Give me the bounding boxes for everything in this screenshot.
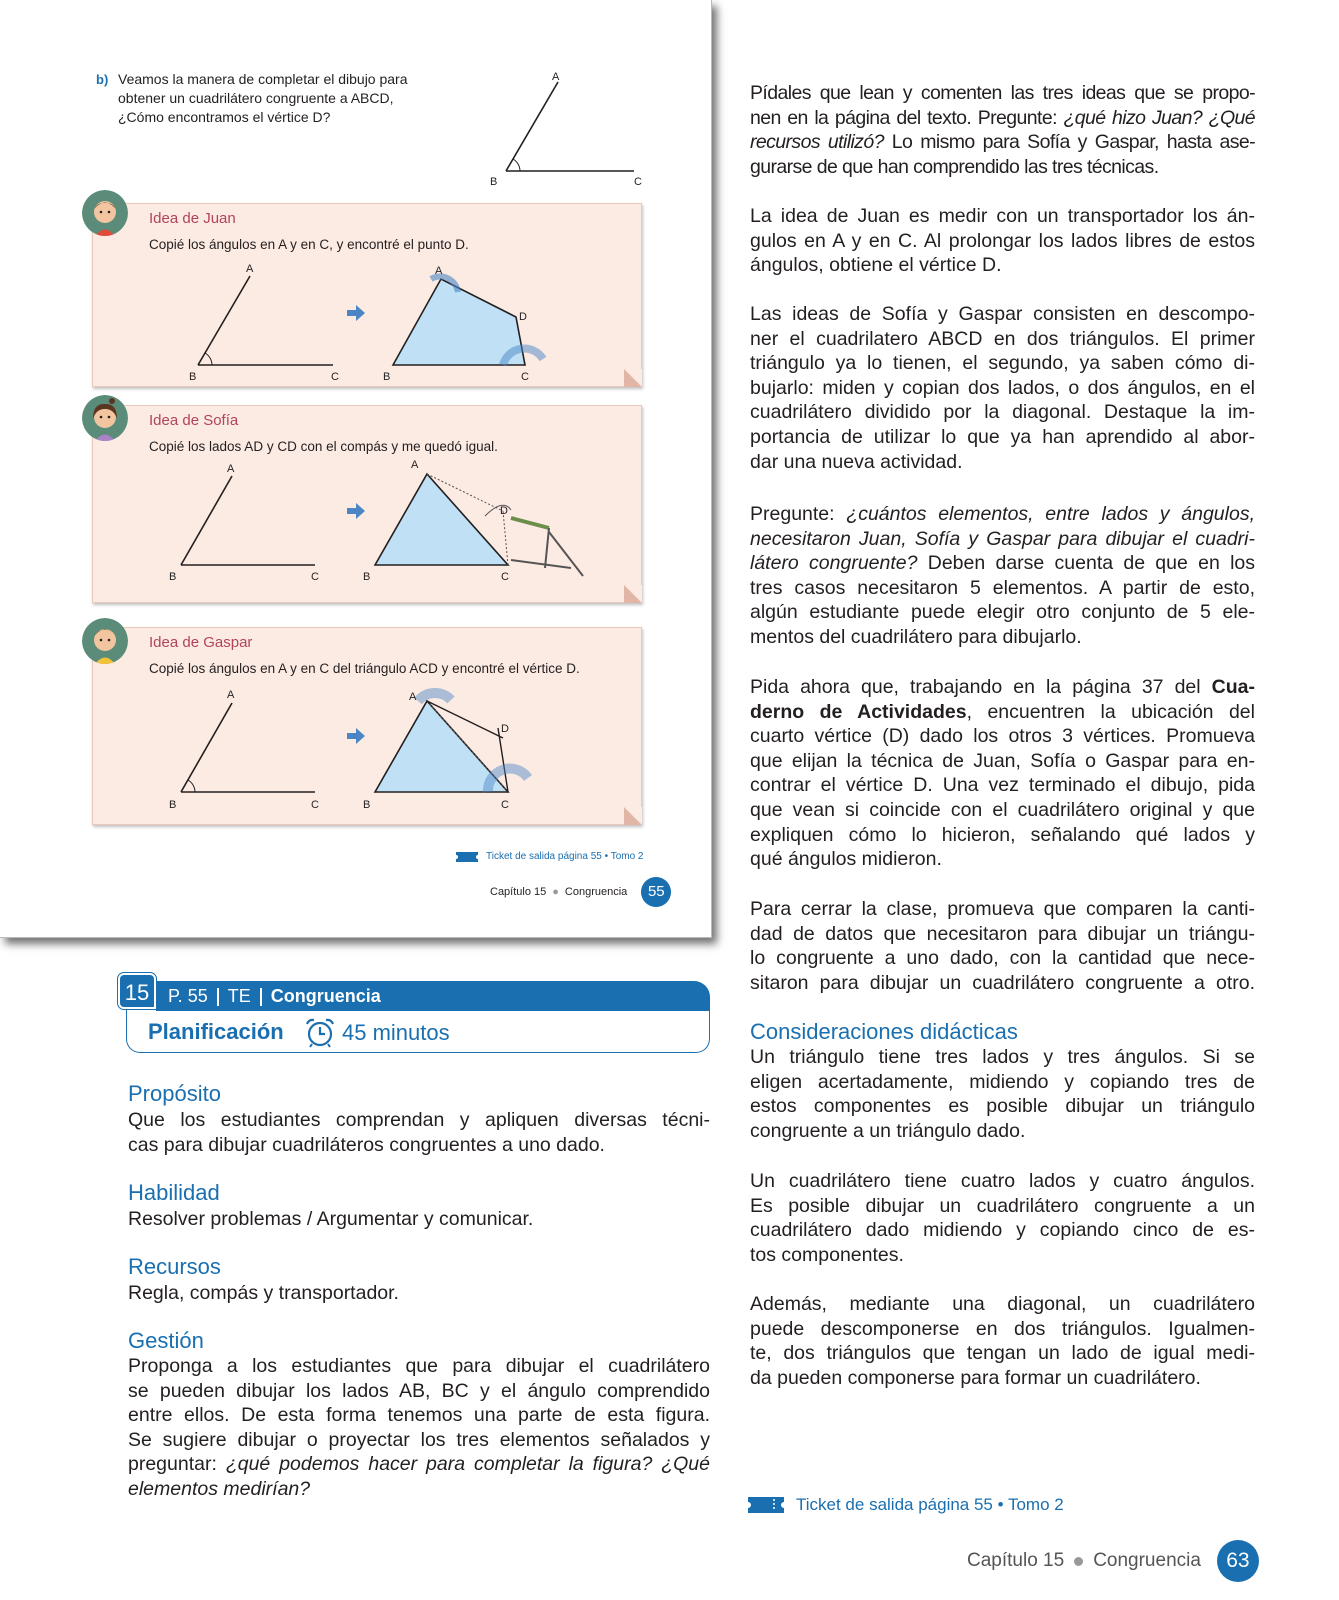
text-line: ángulos, obtiene el vértice D. bbox=[750, 254, 1002, 277]
text-line: eligen acertadamente, midiendo y copiando tres de bbox=[750, 1070, 1255, 1093]
ticket-text: Ticket de salida página 55 • Tomo 2 bbox=[486, 851, 644, 862]
text-line: Además, mediante una diagonal, un cuadrilátero bbox=[750, 1293, 1255, 1315]
idea-text: Copié los ángulos en A y en C, y encontré el punto D. bbox=[149, 237, 469, 252]
idea-title: Idea de Gaspar bbox=[149, 634, 253, 651]
planning-header bbox=[118, 973, 710, 1055]
vertex-b-label: B bbox=[363, 571, 371, 583]
vertex-a-label: A bbox=[409, 691, 417, 703]
consideraciones-paragraph-1 bbox=[750, 1045, 1255, 1143]
chapter-number-badge: 15 bbox=[118, 973, 156, 1009]
vertex-b-label: B bbox=[189, 371, 197, 383]
footer-chapter: Capítulo 15 bbox=[967, 1550, 1065, 1571]
text-line: triángulo ya lo tienen, el segundo, ya saben cómo di- bbox=[750, 352, 1255, 375]
text-line: Las ideas de Sofía y Gaspar consisten en descompo- bbox=[750, 303, 1255, 325]
text-run: Pregunte: bbox=[750, 503, 847, 525]
bold-text: derno de Actividades bbox=[750, 700, 967, 723]
page-fold bbox=[624, 585, 642, 603]
consideraciones-paragraph-2 bbox=[750, 1169, 1255, 1267]
recursos-heading: Recursos bbox=[128, 1254, 221, 1279]
text-run: , encuentren la ubicación del bbox=[966, 700, 1255, 723]
text-line: da pueden componerse para formar un cuadrilátero. bbox=[750, 1366, 1201, 1389]
sofia-figures bbox=[93, 406, 643, 604]
gaspar-figures bbox=[93, 628, 643, 826]
text-line: cuadrilátero dado midiendo y copiando cinco de es- bbox=[750, 1219, 1255, 1242]
proposito-body bbox=[128, 1108, 710, 1157]
question-b bbox=[96, 70, 456, 127]
text-run: nen en la página del texto. Pregunte: bbox=[750, 106, 1064, 129]
gestion-body bbox=[128, 1354, 710, 1502]
text-line: cuadrilátero dividido por la diagonal. Destaque la im- bbox=[750, 401, 1255, 424]
ticket-icon bbox=[456, 852, 478, 862]
consideraciones-heading: Consideraciones didácticas bbox=[750, 1019, 1018, 1044]
habilidad-heading: Habilidad bbox=[128, 1180, 220, 1205]
vertex-a-label: A bbox=[552, 71, 560, 83]
text-line: entre ellos. De esta forma tenemos una parte de esta figura. bbox=[128, 1404, 710, 1427]
question-line: obtener un cuadrilátero congruente a ABCD, bbox=[118, 90, 394, 106]
type-ref: TE bbox=[227, 986, 251, 1006]
question-text: ¿cuántos elementos, entre lados y ángulos, bbox=[846, 503, 1255, 525]
right-paragraph-2 bbox=[750, 204, 1255, 278]
alarm-clock-icon bbox=[304, 1016, 336, 1048]
text-line: se pueden dibujar los lados AB, BC y el ángulo comprendido bbox=[128, 1379, 710, 1402]
right-paragraph-6 bbox=[750, 897, 1255, 995]
exit-ticket-link[interactable] bbox=[456, 851, 644, 862]
bold-text: Cua- bbox=[1211, 676, 1255, 698]
exit-ticket-link[interactable] bbox=[748, 1495, 1064, 1515]
page-fold bbox=[624, 369, 642, 387]
text-line: lo congruente a uno dado, con la cantidad que nece- bbox=[750, 947, 1255, 970]
page-fold bbox=[624, 807, 642, 825]
idea-text: Copié los lados AD y CD con el compás y me quedó igual. bbox=[149, 439, 498, 454]
text-line: expliquen cómo lo hicieron, señalando qué lados y bbox=[750, 823, 1255, 846]
question-text: látero congruente? bbox=[750, 552, 918, 575]
arrow-right-icon bbox=[347, 728, 365, 744]
text-line: estos componentes es posible dibujar un triángulo bbox=[750, 1095, 1255, 1118]
text-line: sitaron para dibujar un cuadrilátero congruente a otro. bbox=[750, 971, 1255, 994]
vertex-a-label: A bbox=[411, 459, 419, 471]
text-line: algún estudiante puede elegir otro conjunto de 5 ele- bbox=[750, 601, 1255, 624]
text-line: que vean si coincide con el cuadrilátero original y que bbox=[750, 798, 1255, 821]
question-label: b) bbox=[96, 72, 109, 87]
right-paragraph-3 bbox=[750, 302, 1255, 474]
vertex-d-label: D bbox=[500, 505, 508, 517]
page-number: 63 bbox=[1217, 1540, 1259, 1582]
question-text: recursos utilizó? bbox=[750, 131, 884, 154]
vertex-b-label: B bbox=[490, 176, 498, 188]
planning-bar bbox=[156, 981, 710, 1011]
habilidad-body: Resolver problemas / Argumentar y comunicar. bbox=[128, 1208, 534, 1230]
text-line: que elijan la técnica de Juan, Sofía o Gaspar para en- bbox=[750, 749, 1255, 772]
right-paragraph-5 bbox=[750, 675, 1255, 872]
text-line: Para cerrar la clase, promueva que comparen la canti- bbox=[750, 898, 1255, 920]
vertex-b-label: B bbox=[169, 799, 177, 811]
textbook-footer: Capítulo 15 ● Congruencia 55 bbox=[490, 877, 671, 907]
text-line: La idea de Juan es medir con un transportador los án- bbox=[750, 205, 1255, 227]
footer-topic: Congruencia bbox=[1093, 1550, 1201, 1571]
page-footer bbox=[967, 1540, 1259, 1582]
text-line: Que los estudiantes comprendan y apliquen diversas técni- bbox=[128, 1109, 710, 1131]
text-line: Proponga a los estudiantes que para dibujar el cuadrilátero bbox=[128, 1355, 710, 1377]
idea-card-gaspar bbox=[92, 627, 642, 825]
text-line: contrar el vértice D. Una vez terminado el dibujo, pida bbox=[750, 774, 1255, 797]
separator-dot bbox=[1074, 1557, 1083, 1566]
text-run: Deben darse cuenta de que en los bbox=[917, 552, 1255, 575]
gestion-heading: Gestión bbox=[128, 1328, 204, 1353]
text-line: qué ángulos midieron. bbox=[750, 848, 942, 871]
text-line: dar una nueva actividad. bbox=[750, 450, 963, 473]
vertex-d-label: D bbox=[519, 311, 527, 323]
vertex-b-label: B bbox=[169, 571, 177, 583]
question-line: Veamos la manera de completar el dibujo para bbox=[118, 71, 408, 87]
vertex-c-label: C bbox=[331, 371, 339, 383]
vertex-c-label: C bbox=[501, 799, 509, 811]
vertex-c-label: C bbox=[311, 571, 319, 583]
sofia-avatar bbox=[82, 395, 128, 441]
idea-card-juan bbox=[92, 203, 642, 387]
compass-icon bbox=[511, 518, 583, 576]
text-line: cuarto vértice (D) dado los otros 3 vértices. Promueva bbox=[750, 725, 1255, 748]
right-paragraph-1 bbox=[750, 81, 1255, 179]
text-line: gulos en A y en C. Al prolongar los lados libres de estos bbox=[750, 229, 1255, 252]
vertex-d-label: D bbox=[501, 723, 509, 735]
idea-title: Idea de Sofía bbox=[149, 412, 239, 429]
text-line: congruente a un triángulo dado. bbox=[750, 1119, 1026, 1142]
text-line: Se sugiere dibujar o proyectar los tres elementos señalados y bbox=[128, 1428, 710, 1451]
question-angle-figure bbox=[480, 70, 650, 190]
idea-title: Idea de Juan bbox=[149, 210, 236, 227]
topic-ref: Congruencia bbox=[270, 986, 381, 1006]
text-line: puede descomponerse en dos triángulos. Igualmen- bbox=[750, 1317, 1255, 1340]
text-line: tos componentes. bbox=[750, 1243, 904, 1266]
consideraciones-paragraph-3 bbox=[750, 1292, 1255, 1390]
question-text: ¿qué hizo Juan? ¿Qué bbox=[1063, 106, 1256, 129]
text-line: portancia de utilizar lo que ya han aprendido al abor- bbox=[750, 425, 1255, 448]
gaspar-avatar bbox=[82, 618, 128, 664]
text-line: Es posible dibujar un cuadrilátero congruente a un bbox=[750, 1194, 1255, 1217]
recursos-body: Regla, compás y transportador. bbox=[128, 1282, 399, 1304]
textbook-page bbox=[0, 0, 712, 938]
text-line: ner el cuadrilatero ABCD en dos triángulos. El primer bbox=[750, 327, 1255, 350]
ticket-icon bbox=[748, 1497, 784, 1513]
right-paragraph-4 bbox=[750, 502, 1255, 650]
vertex-a-label: A bbox=[227, 689, 235, 701]
duration: 45 minutos bbox=[342, 1020, 450, 1045]
vertex-a-label: A bbox=[246, 263, 254, 275]
text-line: cas para dibujar cuadriláteros congruentes a uno dado. bbox=[128, 1133, 605, 1156]
idea-text: Copié los ángulos en A y en C del triángulo ACD y encontré el vértice D. bbox=[149, 661, 580, 676]
planning-label: Planificación bbox=[148, 1019, 284, 1044]
text-run: Lo mismo para Sofía y Gaspar, hasta ase- bbox=[883, 131, 1255, 154]
text-line: te, dos triángulos que tengan un lado de igual medi- bbox=[750, 1342, 1255, 1365]
text-line: Pídales que lean y comenten las tres ideas que se propo- bbox=[750, 82, 1255, 104]
juan-avatar bbox=[82, 190, 128, 236]
question-text: ¿qué podemos hacer para completar la figura? ¿Qué bbox=[225, 1453, 710, 1476]
ticket-text: Ticket de salida página 55 • Tomo 2 bbox=[796, 1495, 1064, 1514]
question-text: elementos medirían? bbox=[128, 1477, 311, 1500]
idea-card-sofia bbox=[92, 405, 642, 603]
vertex-a-label: A bbox=[227, 463, 235, 475]
vertex-c-label: C bbox=[634, 176, 642, 188]
textbook-page-number: 55 bbox=[641, 877, 671, 907]
footer-chapter: Capítulo 15 bbox=[490, 886, 547, 898]
proposito-heading: Propósito bbox=[128, 1081, 221, 1106]
vertex-a-label: A bbox=[435, 265, 443, 277]
vertex-b-label: B bbox=[363, 799, 371, 811]
text-line: dad de datos que necesitaron para dibujar un triángu- bbox=[750, 922, 1255, 945]
text-line: tres casos necesitaron 5 elementos. A partir de esto, bbox=[750, 576, 1255, 599]
question-line: ¿Cómo encontramos el vértice D? bbox=[118, 109, 331, 125]
text-line: Un triángulo tiene tres lados y tres ángulos. Si se bbox=[750, 1046, 1255, 1068]
vertex-c-label: C bbox=[311, 799, 319, 811]
juan-figures bbox=[93, 204, 643, 388]
question-text: necesitaron Juan, Sofía y Gaspar para dibujar el cuadri- bbox=[750, 527, 1255, 550]
page-ref: P. 55 bbox=[168, 986, 208, 1006]
text-run: Pida ahora que, trabajando en la página 37 del bbox=[750, 676, 1212, 698]
text-run: preguntar: bbox=[128, 1453, 226, 1476]
vertex-c-label: C bbox=[521, 371, 529, 383]
text-line: bujarlo: miden y copian dos lados, o dos ángulos, en el bbox=[750, 376, 1255, 399]
arrow-right-icon bbox=[347, 503, 365, 519]
text-line: gurarse de que han comprendido las tres técnicas. bbox=[750, 155, 1159, 178]
footer-topic: Congruencia bbox=[564, 886, 628, 898]
arrow-right-icon bbox=[347, 305, 365, 321]
vertex-c-label: C bbox=[501, 571, 509, 583]
text-line: Un cuadrilátero tiene cuatro lados y cuatro ángulos. bbox=[750, 1170, 1255, 1192]
text-line: mentos del cuadrilátero para dibujarlo. bbox=[750, 625, 1082, 648]
vertex-b-label: B bbox=[383, 371, 391, 383]
